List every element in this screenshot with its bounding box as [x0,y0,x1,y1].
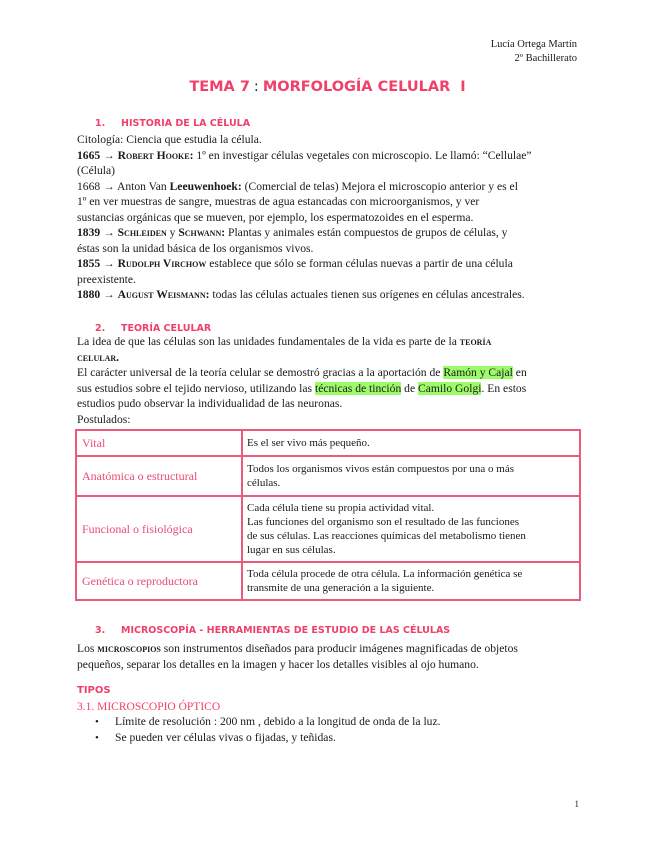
bullet-list [93,714,573,746]
entry-name: Schleiden [117,226,167,239]
arrow: → [103,179,115,193]
table-row [76,456,580,496]
postulado-value [242,496,580,562]
entry-1839 [77,225,580,241]
value-line: Las funciones del organismo son el resultado de las funciones [247,516,519,528]
entry-year: 1668 [77,179,101,193]
postulado-value [242,562,580,600]
entry-year: 1665 [77,148,101,162]
neuronas-line: estudios pudo observar la individualidad de las neuronas. [77,397,343,410]
value-line: Es el ser vivo más pequeño. [247,437,370,449]
entry-text-cont: éstas son la unidad básica de los organismos vivos. [77,241,314,255]
entry-1855 [77,256,580,272]
entry-prefix: Anton Van [116,179,167,193]
section-3-title: MICROSCOPÍA - HERRAMIENTAS DE ESTUDIO DE LAS CÉLULAS [121,625,451,636]
postulado-key: Anatómica o estructural [76,456,242,496]
highlight-tecnicas-tincion: técnicas de tinción [314,381,402,395]
list-item: • Se pueden ver células vivas o fijadas, y teñidas. [93,730,573,746]
citologia-line: Citología: Ciencia que estudia la célula. [77,133,262,146]
entry-name: August Weismann: [117,288,210,301]
entry-text-cont: (Célula) [77,164,115,177]
entry-name: Rudolph Virchow [117,257,207,270]
entry-text: Plantas y animales están compuestos de grupos de células, y [228,226,508,239]
teoria-line-1 [77,334,580,350]
entry-name: Robert Hooke: [117,148,194,162]
entry-text-cont: preexistente. [77,272,136,286]
value-line: transmite de una generación a la siguiente. [247,582,435,594]
entry-1665 [77,148,580,164]
text: Los [77,642,95,655]
author-block [491,38,577,66]
section-2-title: TEORÍA CELULAR [121,323,212,334]
arrow: → [103,148,115,162]
section-3-body [77,641,580,672]
table-row [76,430,580,456]
postulado-key: Genética o reproductora [76,562,242,600]
microscopios-line [77,641,580,657]
arrow: → [103,288,115,301]
tincion-line [77,381,580,397]
value-line: de sus células. Las reacciones químicas del metabolismo tienen [247,530,526,542]
value-line: células. [247,477,281,489]
section-1-number: 1. [95,118,106,129]
title-number: I [460,79,466,95]
text: . En estos [481,381,527,395]
value-line: Toda célula procede de otra célula. La información genética se [247,568,523,580]
entry-text: (Comercial de telas) Mejora el microscopio anterior y es el [244,179,518,193]
entry-name: Schwann: [178,226,226,239]
section-1-heading [77,116,250,132]
term-microscopios: microscopios [97,642,161,655]
entry-1668 [77,179,580,195]
postulados-table [75,429,581,601]
arrow: → [103,226,115,239]
microscopios-line-2: pequeños, separar los detalles en la imagen y hacer los detalles visibles al ojo humano. [77,657,479,671]
tipos-heading: TIPOS [77,685,111,696]
postulados-label: Postulados: [77,412,131,426]
arrow: → [103,257,115,270]
postulado-value [242,456,580,496]
section-3-number: 3. [95,625,106,636]
page-number: 1 [574,799,579,809]
text: La idea de que las células son las unidades fundamentales de la vida es parte de la [77,335,457,348]
entry-text: 1º en investigar células vegetales con microscopio. Le llamó: “Cellulae” [196,148,532,162]
postulado-key: Vital [76,430,242,456]
text: El carácter universal de la teoría celular se demostró gracias a la aportación de [77,366,441,379]
entry-text: todas las células actuales tienen sus orígenes en células ancestrales. [212,288,525,301]
entry-name: Leeuwenhoek: [169,179,242,193]
value-line: Cada célula tiene su propia actividad vital. [247,502,435,514]
section-1-body [77,132,580,303]
entry-conj: y [169,226,176,239]
table-row [76,496,580,562]
section-2-body [77,334,580,427]
subsection-heading: 3.1. MICROSCOPIO ÓPTICO [77,701,221,713]
entry-year: 1880 [77,288,101,301]
title-tema: TEMA 7 [189,79,250,95]
section-1-title: HISTORIA DE LA CÉLULA [121,118,251,129]
entry-1880 [77,287,580,303]
postulado-value [242,430,580,456]
value-line: lugar en sus células. [247,544,336,556]
postulado-key: Funcional o fisiológica [76,496,242,562]
entry-year: 1839 [77,226,101,239]
term-celular: celular. [77,350,120,364]
table-row [76,562,580,600]
entry-text-cont: sustancias orgánicas que se mueven, por ejemplo, los espermatozoides en el esperma. [77,210,474,224]
author-course: 2º Bachillerato [514,53,577,64]
entry-year: 1855 [77,257,101,270]
page-title [0,80,655,96]
text: son instrumentos diseñados para producir imágenes magnificadas de objetos [163,642,518,655]
highlight-camilo-golgi: Camilo Golgi [418,381,482,395]
title-name: MORFOLOGÍA CELULAR [262,79,451,95]
section-3-heading [77,623,450,639]
title-separator: : [253,79,259,95]
entry-text-cont: 1º en ver muestras de sangre, muestras de agua estancadas con microorganismos, y ver [77,195,480,208]
entry-text: establece que sólo se forman células nuevas a partir de una célula [209,257,513,270]
value-line: Todos los organismos vivos están compuestos por una o más [247,463,514,475]
highlight-ramon-y-cajal: Ramón y Cajal [443,366,513,379]
list-item: • Límite de resolución : 200 nm , debido a la longitud de onda de la luz. [93,714,573,730]
term-teoria: teoría [459,335,492,348]
text: sus estudios sobre el tejido nervioso, utilizando las [77,381,313,395]
text: de [404,381,416,395]
author-name: Lucía Ortega Martín [490,39,577,50]
section-2-number: 2. [95,323,106,334]
text: en [515,366,527,379]
cajal-line [77,365,580,381]
